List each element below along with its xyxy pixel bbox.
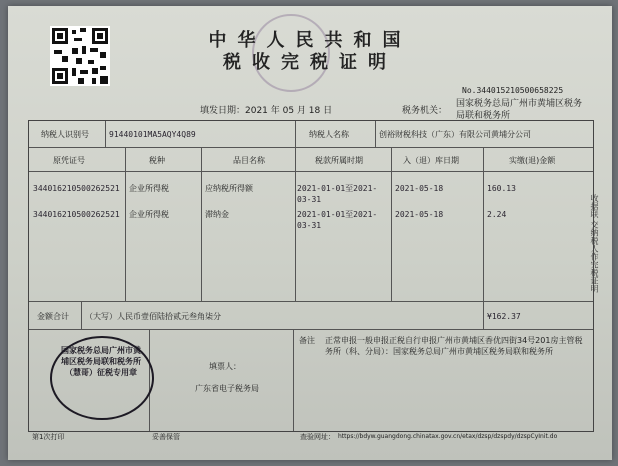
table-row-2-item: 滞纳金 <box>205 210 229 219</box>
remarks-text: 正常申报一般申报正税自行申报广州市黄埔区香优四街34号201房主管税务所（科、分局）：国家税务总局广州市黄埔区税务局联和税务所 <box>325 336 583 356</box>
table-row-1-amount: 160.13 <box>487 184 516 193</box>
total-label: 金额合计 <box>37 312 69 321</box>
filler-label: 填票人： <box>209 362 241 371</box>
table-row-2-period: 2021-01-01至2021-03-31 <box>297 210 378 230</box>
table-row-2-tax-type: 企业所得税 <box>129 210 169 219</box>
col-header-date: 入（退）库日期 <box>403 156 459 165</box>
table-row-1-period: 2021-01-01至2021-03-31 <box>297 184 378 204</box>
remarks-label: 备注 <box>299 336 315 345</box>
table-row-1-voucher: 344016210500262521 <box>33 184 120 193</box>
total-uppercase: （大写）人民币壹佰陆拾贰元叁角柒分 <box>85 312 221 321</box>
fill-date: 填发日期：2021 年 05 月 18 日 <box>200 106 333 116</box>
table-row-2-date: 2021-05-18 <box>395 210 444 219</box>
receipt-side-note: 收据联 交纳税人作完税证明 <box>590 194 599 293</box>
col-header-tax-type: 税种 <box>149 156 165 165</box>
col-header-item: 品目名称 <box>233 156 265 165</box>
taxpayer-name-label: 纳税人名称 <box>309 130 349 139</box>
qr-code-icon <box>50 26 110 86</box>
print-count: 第1次打印 <box>32 433 65 441</box>
table-row-1-date: 2021-05-18 <box>395 184 444 193</box>
tax-office-value: 国家税务总局广州市黄埔区税务局联和税务所 <box>456 99 583 121</box>
tax-office-label: 税务机关： <box>402 106 448 116</box>
col-header-voucher: 原凭证号 <box>53 156 85 165</box>
table-row-2-amount: 2.24 <box>487 210 507 219</box>
verify-url[interactable]: https://bdyw.guangdong.chinatax.gov.cn/etax/dzsp/dzspdy/dzspCyInit.do <box>338 433 558 440</box>
document-number: No.344015210500658225 <box>462 86 564 95</box>
table-row-1-item: 应纳税所得额 <box>205 184 253 193</box>
taxpayer-id-value: 91440101MA5AQY4Q89 <box>109 130 196 139</box>
col-header-period: 税款所属时期 <box>315 156 363 165</box>
taxpayer-name-value: 创裕财税科技（广东）有限公司黄埔分公司 <box>379 130 531 139</box>
col-header-amount: 实缴(退)金额 <box>509 156 556 165</box>
taxpayer-id-label: 纳税人识别号 <box>41 130 89 139</box>
table-row-1-tax-type: 企业所得税 <box>129 184 169 193</box>
certificate-title-line1: 中华人民共和国 <box>208 30 412 51</box>
verify-label: 查验网址： <box>300 433 335 441</box>
certificate-title-line2: 税收完税证明 <box>223 52 397 73</box>
filler-value: 广东省电子税务局 <box>195 384 259 393</box>
table-row-2-voucher: 344016210500262521 <box>33 210 120 219</box>
stamp-text: 国家税务总局广州市黄埔区税务局联和税务所（慧哥）征税专用章 <box>61 346 141 377</box>
total-amount: ¥162.37 <box>487 312 521 321</box>
keep-note: 妥善保管 <box>152 433 180 441</box>
